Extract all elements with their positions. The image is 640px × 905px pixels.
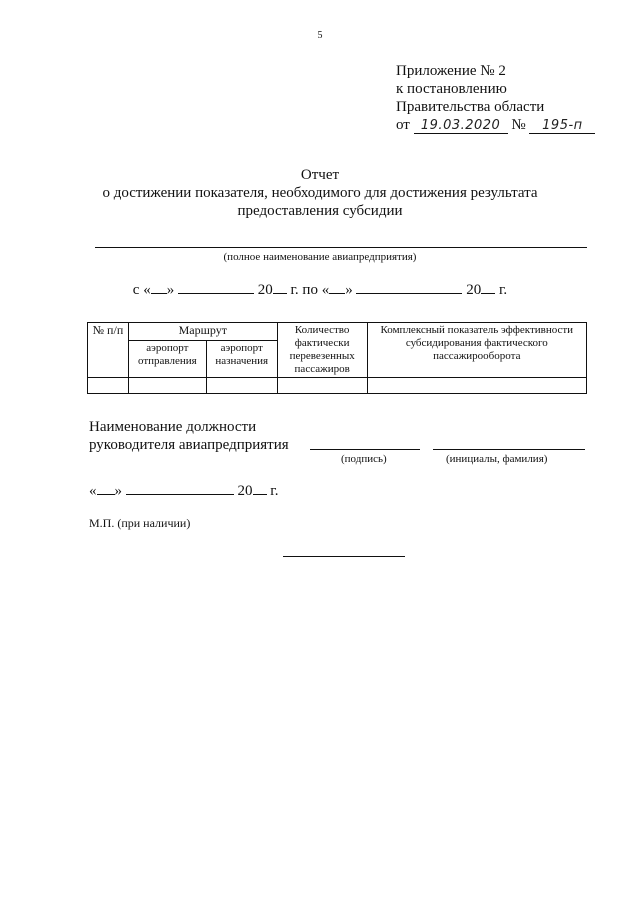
appendix-line-1: Приложение № 2 [396,63,506,79]
position-line-1: Наименование должности [89,419,257,435]
signature-day-blank [97,481,115,495]
header-arrival-airport: аэропорт назначения [206,341,277,378]
title-line-1: Отчет [300,167,340,183]
signature-block [89,418,289,454]
report-table [87,322,587,394]
header-indicator: Комплексный показатель эффективности субсидирования фактического пассажирооборота [367,323,586,378]
period-from-label: с « [132,282,151,298]
reporting-period [0,280,640,299]
to-year-blank [481,280,495,294]
from-year-blank [273,280,287,294]
period-year-suffix-1: г. по « [290,282,330,298]
header-route: Маршрут [128,323,277,341]
to-month-blank [356,280,462,294]
date-quote-open: « [89,483,97,499]
date-quote-close: » [114,483,122,499]
handwritten-date: 19.03.2020 [414,118,508,134]
title-line-3: предоставления субсидии [237,203,403,219]
from-month-blank [178,280,254,294]
table-cell[interactable] [88,378,129,394]
table-cell[interactable] [277,378,367,394]
signature-year: 20 [237,483,253,499]
to-day-blank [329,280,345,294]
report-title [0,166,640,220]
signature-line [310,449,420,450]
name-line [433,449,585,450]
signature-month-blank [126,481,234,495]
table-cell[interactable] [128,378,206,394]
appendix-header [396,62,595,134]
signature-caption: (подпись) [341,453,387,465]
handwritten-number: 195-п [529,118,595,134]
appendix-date-line [396,116,595,134]
header-number: № п/п [88,323,129,378]
table-cell[interactable] [206,378,277,394]
period-quote-close-2: » [345,282,353,298]
airline-name-caption: (полное наименование авиапредприятия) [223,251,417,263]
page-number: 5 [317,30,323,41]
appendix-line-2: к постановлению [396,81,507,97]
stamp-note: М.П. (при наличии) [89,516,191,530]
title-line-2: о достижении показателя, необходимого для достижения результата [102,185,538,201]
signature-year-blank [253,481,267,495]
header-departure-airport: аэропорт отправления [128,341,206,378]
period-year-suffix-2: г. [498,282,508,298]
number-prefix: № [511,117,526,133]
header-passengers: Количество фактически перевезенных пассажиров [277,323,367,378]
position-line-2: руководителя авиапредприятия [89,437,289,453]
appendix-line-3: Правительства области [396,99,545,115]
signature-date [89,481,278,500]
period-quote-close-1: » [166,282,175,298]
signature-year-suffix: г. [270,483,279,499]
end-rule [283,556,405,557]
period-year-2: 20 [466,282,482,298]
table-cell[interactable] [367,378,586,394]
name-caption: (инициалы, фамилия) [446,453,548,465]
period-year-1: 20 [257,282,273,298]
date-prefix: от [396,117,410,133]
from-day-blank [151,280,167,294]
table-row [88,378,587,394]
airline-name-line [95,247,587,248]
